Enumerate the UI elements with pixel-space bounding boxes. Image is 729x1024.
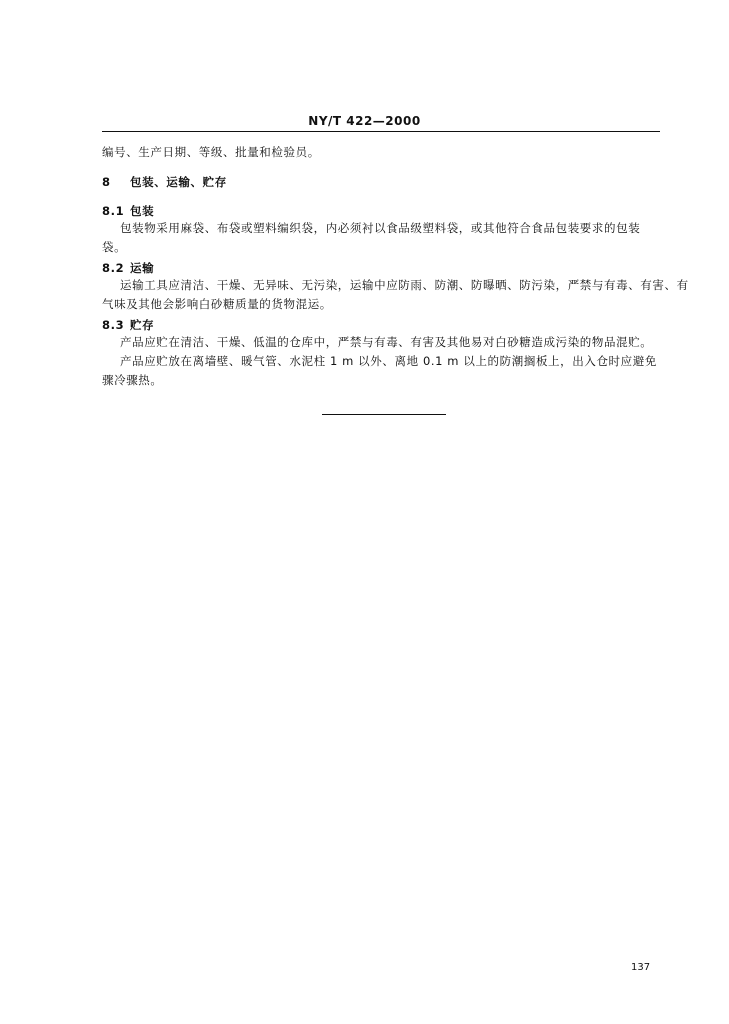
standard-code-header: NY/T 422—2000 (308, 114, 421, 128)
subsection-8-3-line-3: 骤冷骤热。 (102, 373, 163, 387)
subsection-8-3-heading (102, 318, 662, 333)
subsection-8-2-number: 8.2 (102, 261, 125, 275)
subsection-8-1-heading (102, 204, 662, 219)
continuation-line: 编号、生产日期、等级、批量和检验员。 (102, 145, 320, 159)
subsection-8-2-heading (102, 261, 662, 276)
subsection-8-3-line-1: 产品应贮在清洁、干燥、低温的仓库中，严禁与有毒、有害及其他易对白砂糖造成污染的物品混贮。 (120, 335, 653, 349)
subsection-8-3-line-2: 产品应贮放在离墙壁、暖气管、水泥柱 1 m 以外、离地 0.1 m 以上的防潮搁板上，出入仓时应避免 (120, 354, 657, 368)
subsection-8-1-line-2: 袋。 (102, 240, 127, 254)
end-of-document-rule (322, 414, 446, 415)
section-8-title: 包装、运输、贮存 (130, 175, 227, 189)
subsection-8-2-line-1: 运输工具应清洁、干燥、无异味、无污染，运输中应防雨、防潮、防曝晒、防污染，严禁与有毒、有害、有 (120, 278, 689, 292)
section-8-heading (102, 175, 662, 190)
subsection-8-3-title: 贮存 (130, 318, 155, 332)
subsection-8-2-title: 运输 (130, 261, 155, 275)
page-number: 137 (631, 962, 651, 973)
subsection-8-2-line-2: 气味及其他会影响白砂糖质量的货物混运。 (102, 297, 332, 311)
subsection-8-1-number: 8.1 (102, 204, 125, 218)
subsection-8-1-line-1: 包装物采用麻袋、布袋或塑料编织袋，内必须衬以食品级塑料袋，或其他符合食品包装要求的包装 (120, 221, 641, 235)
subsection-8-3-number: 8.3 (102, 318, 125, 332)
header-rule (102, 131, 660, 132)
section-8-number: 8 (102, 175, 111, 189)
subsection-8-1-title: 包装 (130, 204, 155, 218)
